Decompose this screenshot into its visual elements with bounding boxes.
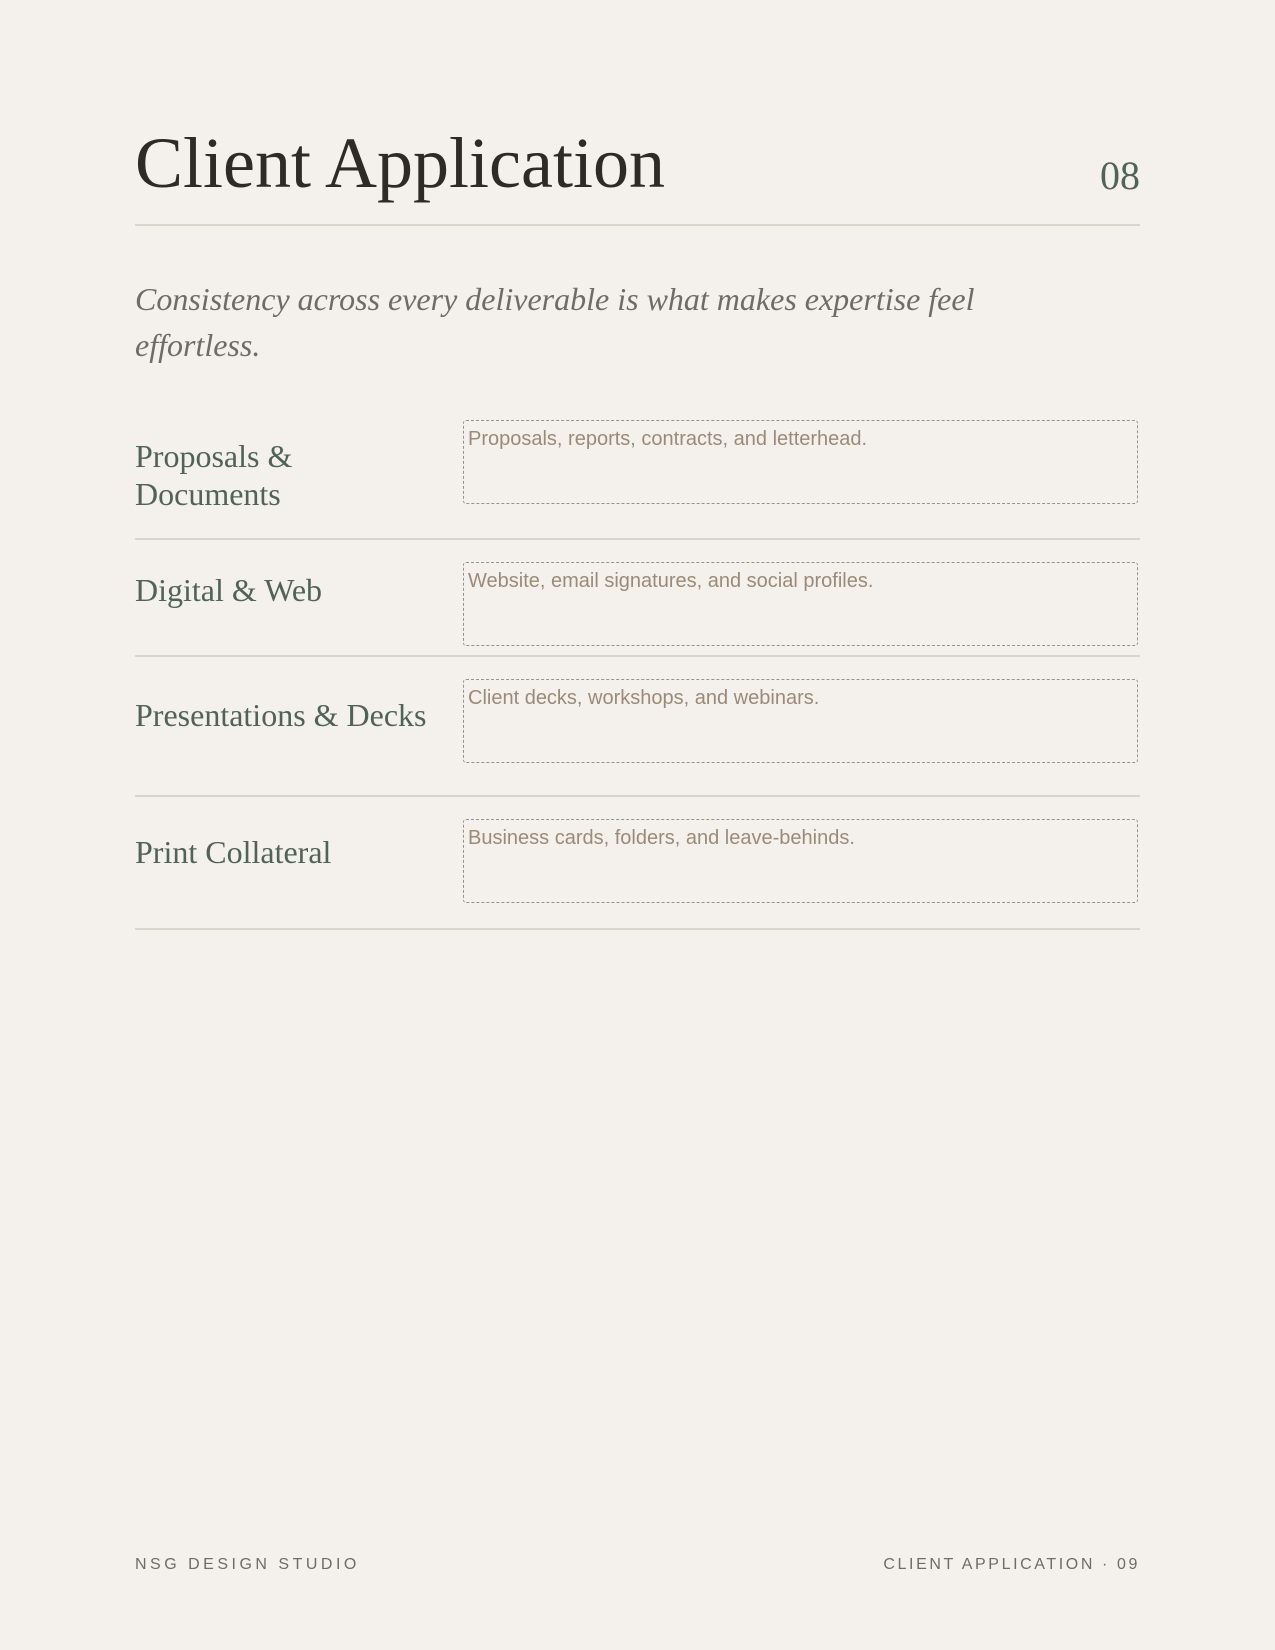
application-row-presentations bbox=[135, 657, 1140, 797]
section-number: 08 bbox=[1100, 153, 1140, 198]
application-description: Client decks, workshops, and webinars. bbox=[468, 687, 820, 709]
application-description: Website, email signatures, and social profiles. bbox=[468, 570, 874, 592]
application-row-proposals bbox=[135, 422, 1140, 540]
application-row-digital bbox=[135, 540, 1140, 657]
application-description: Business cards, folders, and leave-behinds. bbox=[468, 827, 855, 849]
application-description-box bbox=[463, 819, 1138, 903]
application-label: Proposals & Documents bbox=[135, 438, 293, 512]
page-title: Client Application bbox=[135, 123, 665, 203]
intro-quote: Consistency across every deliverable is what makes expertise feel effortless. bbox=[135, 281, 975, 363]
application-description: Proposals, reports, contracts, and letterhead. bbox=[468, 428, 868, 450]
page-header bbox=[135, 118, 1140, 226]
footer-page-label: CLIENT APPLICATION · 09 bbox=[883, 1556, 1140, 1573]
application-list bbox=[135, 422, 1140, 930]
application-description-box bbox=[463, 420, 1138, 504]
document-page bbox=[135, 0, 1140, 1650]
application-description-box bbox=[463, 679, 1138, 763]
footer-studio-name: NSG DESIGN STUDIO bbox=[135, 1556, 360, 1573]
application-description-box bbox=[463, 562, 1138, 646]
application-label: Presentations & Decks bbox=[135, 697, 427, 733]
application-row-print bbox=[135, 797, 1140, 930]
application-label: Print Collateral bbox=[135, 834, 332, 870]
application-label: Digital & Web bbox=[135, 572, 323, 608]
